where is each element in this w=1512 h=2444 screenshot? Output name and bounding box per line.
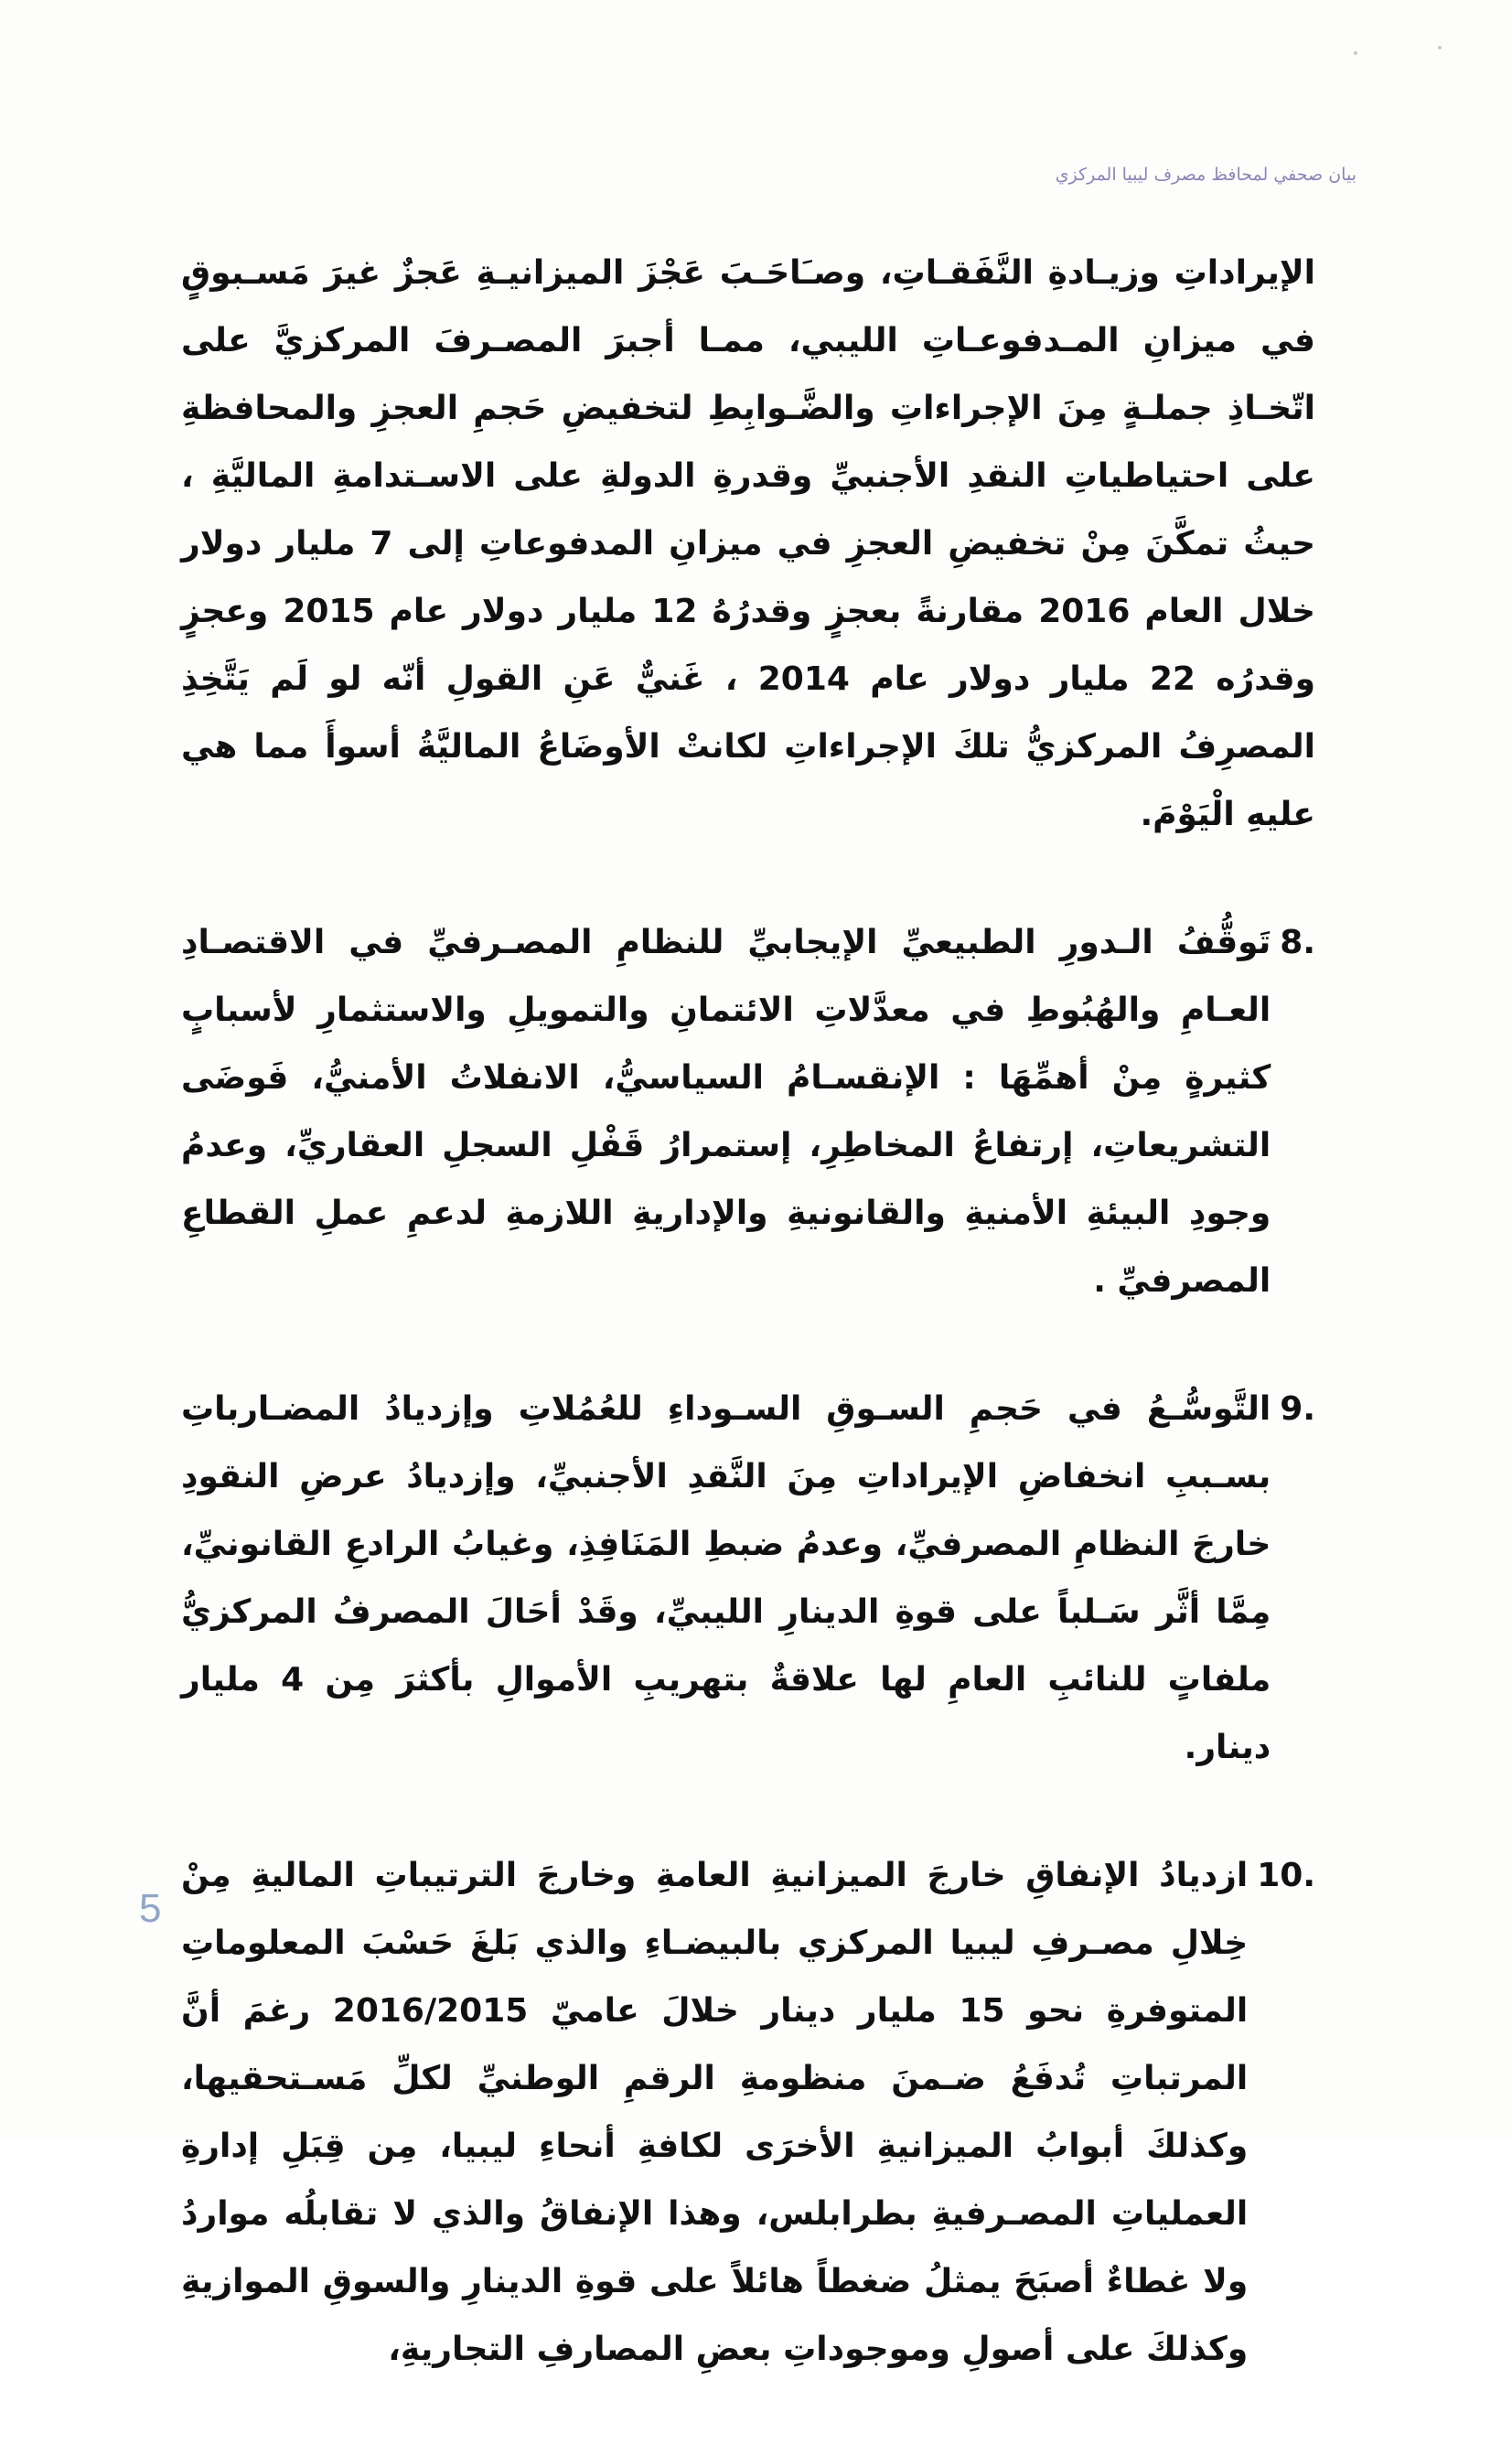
page-body xyxy=(181,240,1315,2444)
scan-speck xyxy=(1438,46,1442,49)
page-number: 5 xyxy=(139,1886,162,1931)
list-item-10 xyxy=(181,1842,1315,2384)
list-item-number: 8. xyxy=(1280,924,1315,961)
list-item-9 xyxy=(181,1376,1315,1782)
intro-paragraph: الإيراداتِ وزيـادةِ النَّفَقـاتِ، وصـَاحَـبَ عَجْزَ الميزانيـةِ عَجزٌ غيرَ مَسـبوقٍ في ميزانِ المـدفوعـاتِ الليبي، ممـا أجبرَ المصـرفَ المركزيَّ على اتّخـاذِ جملـةٍ مِنَ الإجراءاتِ والضَّـوابِطِ لتخفيضِ حَجمِ العجزِ والمحافظةِ على احتياطياتِ النقدِ الأجنبيِّ وقدرةِ الدولةِ على الاسـتدامةِ الماليَّةِ ، حيثُ تمكَّنَ مِنْ تخفيضِ العجزِ في ميزانِ المدفوعاتِ إلى 7 مليار دولار خلال العام 2016 مقارنةً بعجزٍ وقدرُهُ 12 مليار دولار عام 2015 وعجزٍ وقدرُه 22 مليار دولار عام 2014 ، غَنيٌّ عَنِ القولِ أنّه لو لَم يَتَّخِذِ المصرِفُ المركزيُّ تلكَ الإجراءاتِ لكانتْ الأوضَاعُ الماليَّةُ أسوأَ مما هي عليهِ الْيَوْمَ. xyxy=(181,254,1316,833)
running-header: بيان صحفي لمحافظ مصرف ليبيا المركزي xyxy=(1055,165,1357,185)
list-item-number: 9. xyxy=(1280,1390,1315,1428)
list-item-number: 10. xyxy=(1257,1857,1315,1894)
list-item-text: التَّوسُّـعُ في حَجمِ السـوقِ السـوداءِ للعُمُلاتِ وإزديادُ المضـارباتِ بسـببِ انخفاضِ الإيراداتِ مِنَ النَّقدِ الأجنبيِّ، وإزديادُ عرضِ النقودِ خارجَ النظامِ المصرفيِّ، وعدمُ ضبطِ المَنَافِذِ، وغيابُ الرادعِ القانونيِّ، مِمَّا أثَّر سَـلباً على قوةِ الدينارِ الليبيِّ، وقَدْ أحَالَ المصرفُ المركزيُّ ملفاتٍ للنائبِ العامِ لها علاقةٌ بتهريبِ الأموالِ بأكثرَ مِن 4 مليار دينار. xyxy=(181,1390,1271,1766)
scan-speck xyxy=(1354,51,1357,55)
list-item-text: تَوقُّفُ الـدورِ الطبيعيِّ الإيجابيِّ للنظامِ المصـرفيِّ في الاقتصـادِ العـامِ والهُبُوطِ في معدَّلاتِ الائتمانِ والتمويلِ والاستثمارِ لأسبابٍ كثيرةٍ مِنْ أهمِّهَا : الإنقسـامُ السياسيُّ، الانفلاتُ الأمنيُّ، فَوضَى التشريعاتِ، إرتفاعُ المخاطِرِ، إستمرارُ قَفْلِ السجلِ العقاريِّ، وعدمُ وجودِ البيئةِ الأمنيةِ والقانونيةِ والإداريةِ اللازمةِ لدعمِ عملِ القطاعِ المصرفيِّ . xyxy=(181,924,1271,1300)
list-item-8 xyxy=(181,909,1315,1315)
list-item-text: ازديادُ الإنفاقِ خارجَ الميزانيةِ العامةِ وخارجَ الترتيباتِ الماليةِ مِنْ خِلالِ مصـرفِ ليبيا المركزي بالبيضـاءِ والذي بَلغَ حَسْبَ المعلوماتِ المتوفرةِ نحو 15 مليار دينار خلالَ عاميّ 2016/2015 رغمَ أنَّ المرتباتِ تُدفَعُ ضـمنَ منظومةِ الرقمِ الوطنيِّ لكلِّ مَسـتحقيها، وكذلكَ أبوابُ الميزانيةِ الأخرَى لكافةِ أنحاءِ ليبيا، مِن قِبَلِ إدارةِ العملياتِ المصـرفيةِ بطرابلس، وهذا الإنفاقُ والذي لا تقابلُه مواردُ ولا غطاءٌ أصبَحَ يمثلُ ضغطاً هائلاً على قوةِ الدينارِ والسوقِ الموازيةِ وكذلكَ على أصولِ وموجوداتِ بعضِ المصارفِ التجاريةِ، xyxy=(181,1857,1249,2368)
